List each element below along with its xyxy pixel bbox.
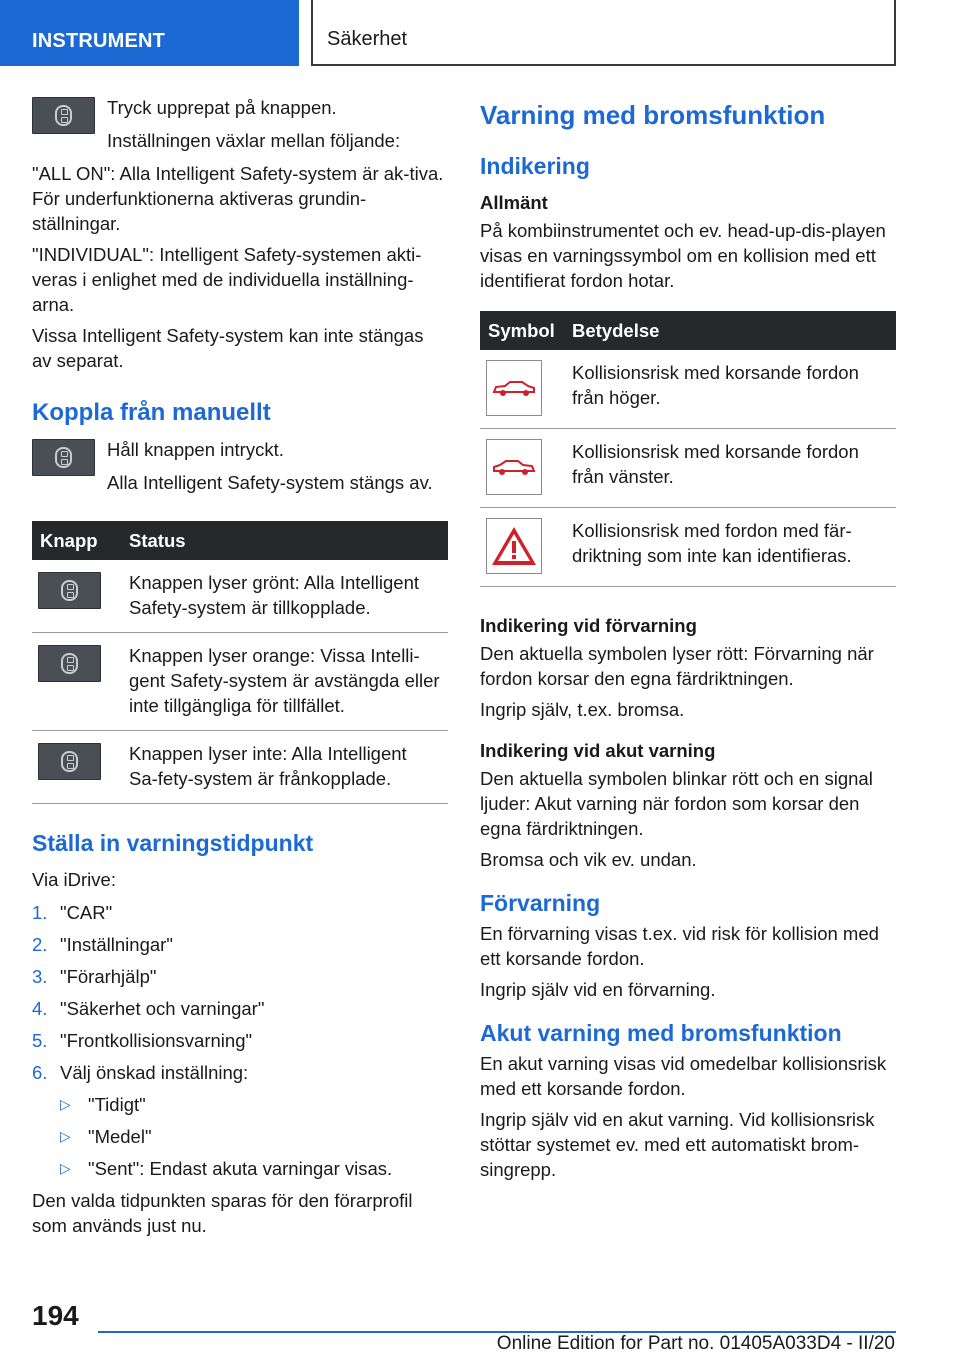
list-item: ▷ "Medel" [60,1126,152,1147]
list-item: 1. "CAR" [32,902,113,923]
safety-button-icon [32,97,95,134]
chapter-title: Säkerhet [311,0,896,66]
list-item: ▷ "Tidigt" [60,1094,146,1115]
car-side-icon [486,439,542,495]
via-text: Via iDrive: [32,869,116,890]
table-cell: Knappen lyser inte: Alla Intelligent Sa-fety-system är frånkopplade. [121,731,448,804]
table-row [480,350,896,429]
paragraph: Den aktuella symbolen blinkar rött och en signal ljuder: Akut varning när fordon som korsar den egna färdriktningen. [480,768,873,839]
section-heading-brake-warning: Varning med bromsfunktion [480,100,826,130]
instruction-line: Alla Intelligent Safety-system stängs av. [107,472,433,493]
section-heading-prewarning: Förvarning [480,890,601,916]
paragraph: En förvarning visas t.ex. vid risk för kollision med ett korsande fordon. [480,923,879,969]
subheading-indication: Indikering [480,153,590,179]
paragraph: En akut varning visas vid omedelbar kollisionsrisk med ett korsande fordon. [480,1053,887,1099]
triangle-bullet-icon: ▷ [60,1160,71,1176]
page-header [0,0,960,66]
warning-triangle-icon [486,518,542,574]
table-cell: Kollisionsrisk med korsande fordon från vänster. [564,429,896,508]
paragraph: Den aktuella symbolen lyser rött: Förvarning när fordon korsar den egna färdriktningen. [480,643,874,689]
triangle-bullet-icon: ▷ [60,1128,71,1144]
table-cell: Kollisionsrisk med fordon med fär-driktning som inte kan identifieras. [564,508,896,587]
column-header: Symbol [480,311,564,350]
section-tab: INSTRUMENT [0,0,299,66]
paragraph: "ALL ON": Alla Intelligent Safety-system är ak-tiva. För underfunktionerna aktiveras grundin-ställningar. [32,163,444,234]
table-cell: Knappen lyser orange: Vissa Intelli-gent Safety-system är avstängda eller inte tillgängliga för tillfället. [121,633,448,731]
car-side-icon [486,360,542,416]
column-header: Status [121,521,448,560]
safety-button-icon [38,645,101,682]
edition-link[interactable]: Online Edition for Part no. 01405A033D4 - II/20 [496,1333,895,1354]
paragraph: "INDIVIDUAL": Intelligent Safety-systemen akti-veras i enlighet med de individuella inställning-arna. [32,244,422,315]
list-item: 3. "Förarhjälp" [32,966,157,987]
general-title: Allmänt [480,192,548,213]
list-item: 5. "Frontkollisionsvarning" [32,1030,253,1051]
instruction-line: Håll knappen intryckt. [107,439,284,460]
closing-text: Den valda tidpunkten sparas för den förarprofil som används just nu. [32,1190,413,1236]
section-heading-timing: Ställa in varningstidpunkt [32,830,314,856]
table-row [32,633,448,731]
prewarn-title: Indikering vid förvarning [480,615,697,636]
left-column [32,95,448,1238]
paragraph: Ingrip själv, t.ex. bromsa. [480,699,685,720]
steps-list [32,900,448,1085]
instruction-line: Inställningen växlar mellan följande: [107,130,401,151]
list-item: 6. Välj önskad inställning: [32,1062,249,1083]
section-heading-manual: Koppla från manuellt [32,399,271,426]
safety-button-icon [38,743,101,780]
paragraph: Vissa Intelligent Safety-system kan inte stängas av separat. [32,325,424,371]
button-instruction [32,437,448,503]
column-header: Knapp [32,521,121,560]
table-row [32,731,448,804]
page-number: 194 [32,1300,79,1331]
button-status-table [32,521,448,804]
paragraph: Ingrip själv vid en akut varning. Vid kollisionsrisk stöttar systemet ev. med ett automatiskt brom-singrepp. [480,1109,875,1180]
section-heading-acute-warning: Akut varning med bromsfunktion [480,1020,842,1046]
list-item: 4. "Säkerhet och varningar" [32,998,265,1019]
button-instruction [32,95,448,161]
table-cell: Kollisionsrisk med korsande fordon från höger. [564,350,896,429]
table-row [32,560,448,633]
column-header: Betydelse [564,311,896,350]
table-row [480,508,896,587]
table-cell: Knappen lyser grönt: Alla Intelligent Safety-system är tillkopplade. [121,560,448,633]
triangle-bullet-icon: ▷ [60,1096,71,1112]
symbol-table [480,311,896,587]
list-item: ▷ "Sent": Endast akuta varningar visas. [60,1158,393,1179]
right-column [480,100,896,1188]
acute-title: Indikering vid akut varning [480,740,716,761]
substeps-list [60,1092,448,1181]
safety-button-icon [32,439,95,476]
list-item: 2. "Inställningar" [32,934,173,955]
paragraph: Bromsa och vik ev. undan. [480,849,697,870]
paragraph: Ingrip själv vid en förvarning. [480,979,716,1000]
safety-button-icon [38,572,101,609]
general-text: På kombiinstrumentet och ev. head-up-dis-playen visas en varningssymbol om en kollision med ett identifierat fordon hotar. [480,220,886,291]
table-row [480,429,896,508]
instruction-line: Tryck upprepat på knappen. [107,97,337,118]
